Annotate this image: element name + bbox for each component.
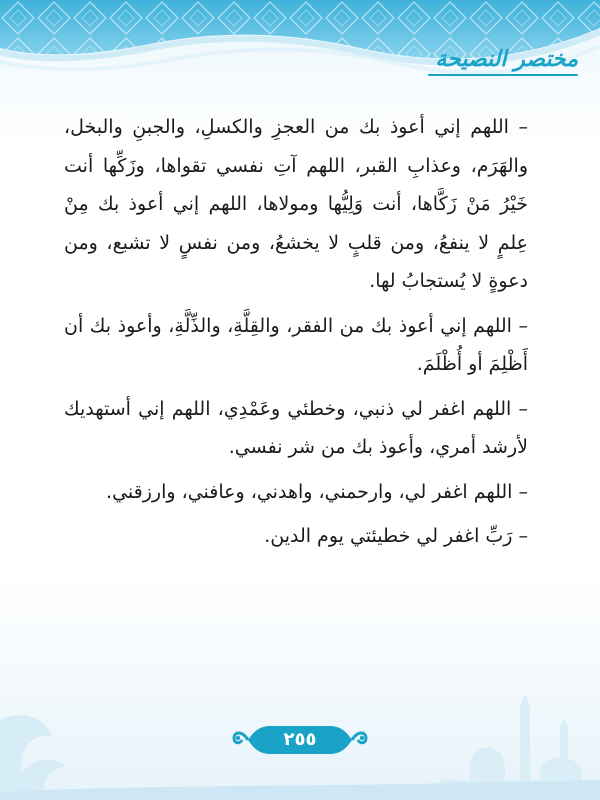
book-title: مختصر النصيحة — [408, 46, 578, 72]
prayer-paragraph: – اللهم اغفر لي، وارحمني، واهدني، وعافني، وارزقني. — [106, 480, 528, 503]
prayer-paragraph: – اللهم إني أعوذ بك من العجزِ والكسلِ، والجبنِ والبخل، والهَرَم، وعذابِ القبر، اللهم آتِ نفسي تقواها، وزَكِّها أنت خَيْرُ مَنْ زَكَّاها، أنت وَلِيُّها ومولاها، اللهم إني أعوذ بك مِنْ عِلمٍ لا ينفعُ، ومن قلبٍ لا يخشعُ، ومن نفسٍ لا تشبع، ومن دعوةٍ لا يُستجابُ لها. — [64, 116, 528, 292]
page-number: ٢٥٥ — [283, 729, 317, 750]
prayer-paragraph: – اللهم إني أعوذ بك من الفقر، والقِلَّةِ، والذِّلَّةِ، وأعوذ بك أن أَظْلِمَ أو أُظْلَمَ. — [64, 314, 528, 375]
prayer-text — [64, 108, 528, 562]
prayer-paragraph: – رَبِّ اغفر لي خطيئتي يوم الدين. — [264, 525, 528, 547]
page-number-badge — [230, 722, 370, 758]
prayer-paragraph: – اللهم اغفر لي ذنبي، وخطئي وعَمْدِي، اللهم إني أستهديك لأرشد أمري، وأعوذ بك من شر نفسي. — [64, 397, 528, 458]
